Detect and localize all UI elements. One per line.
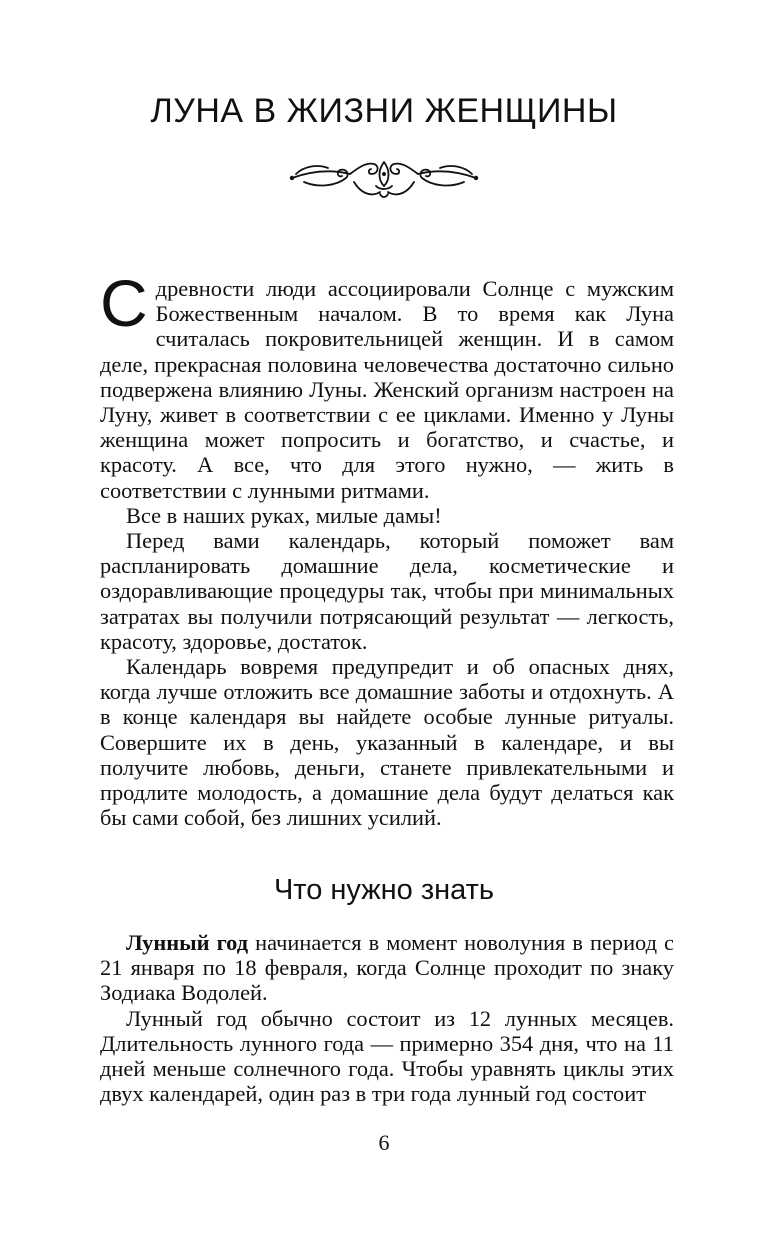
section-title: Что нужно знать [273, 874, 495, 906]
intro-paragraph-4: Календарь вовремя предупредит и об опасных днях, когда лучше отложить все домашние заботы и отдохнуть. А в конце календаря вы найдете особые лунные ритуалы. Совершите их в день, указанный в календаре, и вы получите любовь, деньги, станете привлекательными и продлите молодость, а домашние дела будут делаться как бы сами собой, без лишних усилий. [100, 654, 674, 831]
drop-cap: С [100, 266, 148, 340]
section-paragraph-2: Лунный год обычно состоит из 12 лунных месяцев. Длительность лунного года — примерно 354 дня, что на 11 дней меньше солнечного года. Чтобы уравнять циклы этих двух календарей, один раз в три года лунный год состоит [100, 1005, 674, 1107]
section-paragraph-1 [100, 930, 674, 1006]
flourish-ornament-icon [284, 148, 484, 204]
intro-paragraph-1 [100, 266, 674, 503]
section-text [100, 930, 674, 1106]
intro-paragraph-1-text: древности люди ассоциировали Солнце с мужским Божественным началом. В то время как Луна считалась покровительницей женщин. И в самом деле, прекрасная половина человечества достаточно сильно подвержена влиянию Луны. Женский организм настроен на Луну, живет в соответствии с ее циклами. Именно у Луны женщина может попросить и богатство, и счастье, и красоту. А все, что для этого нужно, — жить в соответствии с лунными ритмами. [100, 276, 674, 503]
section-paragraph-1-text: начинается в момент новолуния в период с 21 января по 18 февраля, когда Солнце проходит по знаку Зодиака Водолей. [100, 930, 674, 1006]
term-lunar-year: Лунный год [126, 930, 249, 955]
intro-paragraph-2: Все в наших руках, милые дамы! [126, 502, 442, 528]
intro-text [100, 266, 674, 831]
page-number: 6 [378, 1130, 390, 1155]
chapter-title: ЛУНА В ЖИЗНИ ЖЕНЩИНЫ [150, 92, 618, 130]
intro-paragraph-3: Перед вами календарь, который поможет вам распланировать домашние дела, косметические и оздоравливающие процедуры так, чтобы при минимальных затратах вы получили потрясающий результат — легкость, красоту, здоровье, достаток. [100, 528, 674, 654]
